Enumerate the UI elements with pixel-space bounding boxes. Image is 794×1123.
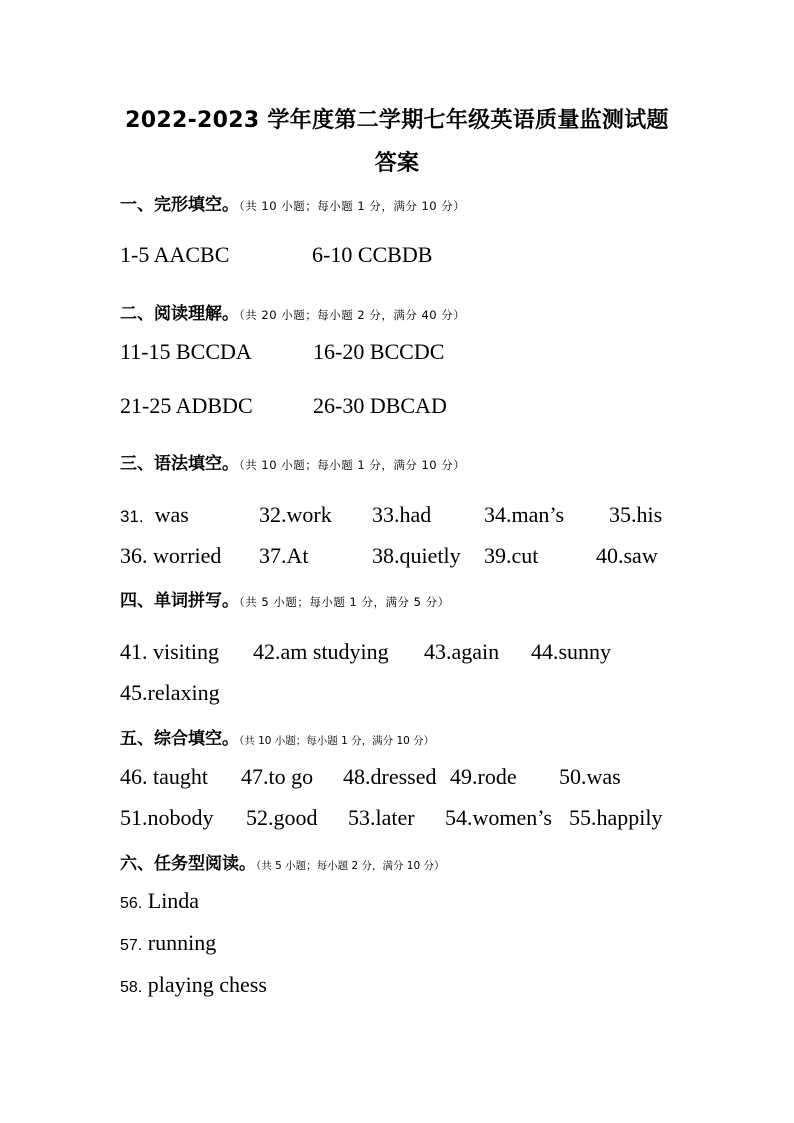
answer-34: 34.man’s [484, 502, 565, 527]
section-1-label: 一、完形填空。 [120, 195, 239, 215]
answer-57-number: 57. [120, 937, 143, 954]
answer-44: 44.sunny [531, 639, 612, 664]
answer-56-word: Linda [147, 888, 200, 913]
answer-26-30: 26-30 DBCAD [313, 393, 447, 418]
document-title: 2022-2023 学年度第二学期七年级英语质量监测试题 [125, 108, 669, 133]
answer-39: 39.cut [484, 543, 539, 568]
section-3-heading [120, 449, 465, 474]
section-2-row-1 [0, 337, 794, 367]
answer-54: 54.women’s [445, 805, 552, 830]
section-1-heading [120, 190, 465, 215]
answer-57 [120, 928, 216, 961]
section-2-label: 二、阅读理解。 [120, 304, 239, 324]
section-2-heading [120, 299, 465, 324]
section-5-label: 五、综合填空。 [120, 729, 239, 749]
answer-55: 55.happily [569, 805, 663, 830]
section-5-heading [120, 724, 434, 749]
answer-31 [120, 500, 189, 532]
answer-47: 47.to go [241, 764, 314, 789]
answer-21-25: 21-25 ADBDC [120, 393, 253, 418]
answer-1-5: 1-5 AACBC [120, 242, 230, 267]
section-5-row-2 [0, 803, 794, 833]
answer-16-20: 16-20 BCCDC [313, 339, 445, 364]
answer-53: 53.later [348, 805, 415, 830]
answer-31-word: was [154, 502, 189, 527]
answer-40: 40.saw [596, 543, 658, 568]
answer-48: 48.dressed [343, 764, 437, 789]
section-6-note: （共 5 小题；每小题 2 分，满分 10 分） [256, 860, 445, 872]
answer-49: 49.rode [450, 764, 517, 789]
answer-32: 32.work [259, 502, 332, 527]
answer-42: 42.am studying [253, 639, 389, 664]
section-3-note: （共 10 小题；每小题 1 分，满分 10 分） [239, 458, 466, 472]
answer-50: 50.was [559, 764, 621, 789]
section-3-row-2 [0, 541, 794, 571]
answer-6-10: 6-10 CCBDB [312, 242, 433, 267]
section-4-heading [120, 586, 450, 611]
section-4-label: 四、单词拼写。 [120, 591, 239, 611]
section-1-note: （共 10 小题；每小题 1 分，满分 10 分） [239, 199, 466, 213]
answer-57-word: running [147, 930, 217, 955]
answer-51: 51.nobody [120, 805, 214, 830]
answer-37: 37.At [259, 543, 309, 568]
answer-31-number: 31. [120, 507, 144, 526]
section-4-note: （共 5 小题；每小题 1 分，满分 5 分） [239, 595, 450, 609]
answer-11-15: 11-15 BCCDA [120, 339, 252, 364]
document-subtitle: 答案 [374, 151, 420, 176]
section-6-item-58 [0, 970, 794, 1000]
section-1-row-1 [0, 240, 794, 270]
answer-58 [120, 970, 267, 1003]
answer-36: 36. worried [120, 543, 222, 568]
section-3-label: 三、语法填空。 [120, 454, 239, 474]
section-2-row-2 [0, 391, 794, 421]
answer-46: 46. taught [120, 764, 208, 789]
answer-38: 38.quietly [372, 543, 461, 568]
section-5-note: （共 10 小题；每小题 1 分，满分 10 分） [239, 735, 435, 747]
answer-56-number: 56. [120, 895, 143, 912]
section-5-row-1 [0, 762, 794, 792]
section-2-note: （共 20 小题；每小题 2 分，满分 40 分） [239, 308, 466, 322]
section-6-item-56 [0, 886, 794, 916]
section-6-label: 六、任务型阅读。 [120, 854, 256, 874]
answer-52: 52.good [246, 805, 318, 830]
answer-41: 41. visiting [120, 639, 220, 664]
answer-58-number: 58. [120, 979, 143, 996]
answer-45: 45.relaxing [120, 680, 220, 705]
section-4-row-1 [0, 637, 794, 667]
answer-35: 35.his [609, 502, 663, 527]
section-4-row-2 [0, 678, 794, 708]
answer-56 [120, 886, 199, 919]
section-6-item-57 [0, 928, 794, 958]
answer-33: 33.had [372, 502, 432, 527]
answer-58-word: playing chess [147, 972, 267, 997]
section-3-row-1 [0, 500, 794, 530]
answer-43: 43.again [424, 639, 500, 664]
section-6-heading [120, 849, 445, 874]
